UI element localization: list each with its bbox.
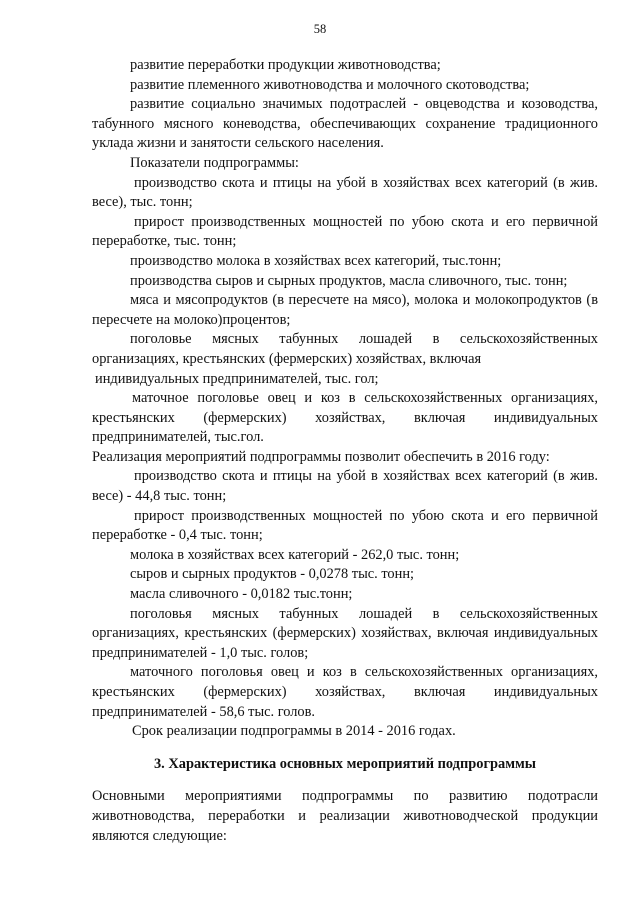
paragraph-4: Показатели подпрограммы: (130, 154, 299, 171)
spacer (92, 742, 598, 755)
paragraph-18: масла сливочного - 0,0182 тыс.тонн; (130, 586, 353, 603)
paragraph-21: Срок реализации подпрограммы в 2014 - 2016 годах. (132, 723, 456, 740)
paragraph-2: развитие племенного животноводства и молочного скотоводства; (130, 76, 530, 93)
section-heading: 3. Характеристика основных мероприятий подпрограммы (153, 755, 537, 772)
paragraph-1: развитие переработки продукции животноводства; (130, 57, 441, 73)
paragraph-20: маточного поголовья овец и коз в сельскохозяйственных организациях, крестьянских (фермерских) хозяйствах, включая индивидуальных предпринимателей - 58,6 тыс. голов. (92, 664, 598, 720)
paragraph-11: индивидуальных предпринимателей, тыс. гол; (95, 370, 379, 387)
paragraph-19: поголовья мясных табунных лошадей в сельскохозяйственных организациях, крестьянских (фермерских) хозяйствах, включая индивидуальных предпринимателей - 1,0 тыс. голов; (92, 605, 598, 661)
page-body (92, 56, 598, 846)
paragraph-12: маточное поголовье овец и коз в сельскохозяйственных организациях, крестьянских (фермерских) хозяйствах, включая индивидуальных предпринимателей, тыс.гол. (92, 390, 598, 446)
paragraph-16: молока в хозяйствах всех категорий - 262,0 тыс. тонн; (130, 546, 460, 563)
paragraph-14: производство скота и птицы на убой в хозяйствах всех категорий (в жив. весе) - 44,8 тыс. тонн; (92, 468, 598, 505)
paragraph-9: мяса и мясопродуктов (в пересчете на мясо), молока и молокопродуктов (в пересчете на молоко)процентов; (92, 292, 598, 328)
paragraph-7: производство молока в хозяйствах всех категорий, тыс.тонн; (130, 252, 502, 269)
paragraph-15: прирост производственных мощностей по убою скота и его первичной переработке - 0,4 тыс. тонн; (92, 507, 598, 544)
paragraph-13: Реализация мероприятий подпрограммы позволит обеспечить в 2016 году: (92, 448, 550, 465)
paragraph-6: прирост производственных мощностей по убою скота и его первичной переработке, тыс. тонн; (92, 213, 598, 250)
closing-paragraph: Основными мероприятиями подпрограммы по развитию подотрасли животноводства, переработки и реализации животноводческой продукции являются следующие: (92, 788, 598, 844)
paragraph-17: сыров и сырных продуктов - 0,0278 тыс. тонн; (130, 566, 415, 583)
paragraph-5: производство скота и птицы на убой в хозяйствах всех категорий (в жив. весе), тыс. тонн; (92, 174, 598, 211)
spacer (92, 774, 598, 787)
paragraph-3: развитие социально значимых подотраслей - овцеводства и козоводства, табунного мясного коневодства, обеспечивающих сохранение традиционного уклада жизни и занятости сельского населения. (92, 96, 598, 152)
paragraph-10: поголовье мясных табунных лошадей в сельскохозяйственных организациях, крестьянских (фермерских) хозяйствах, включая (92, 331, 598, 367)
paragraph-8: производства сыров и сырных продуктов, масла сливочного, тыс. тонн; (130, 272, 568, 289)
page-number: 58 (313, 22, 327, 36)
